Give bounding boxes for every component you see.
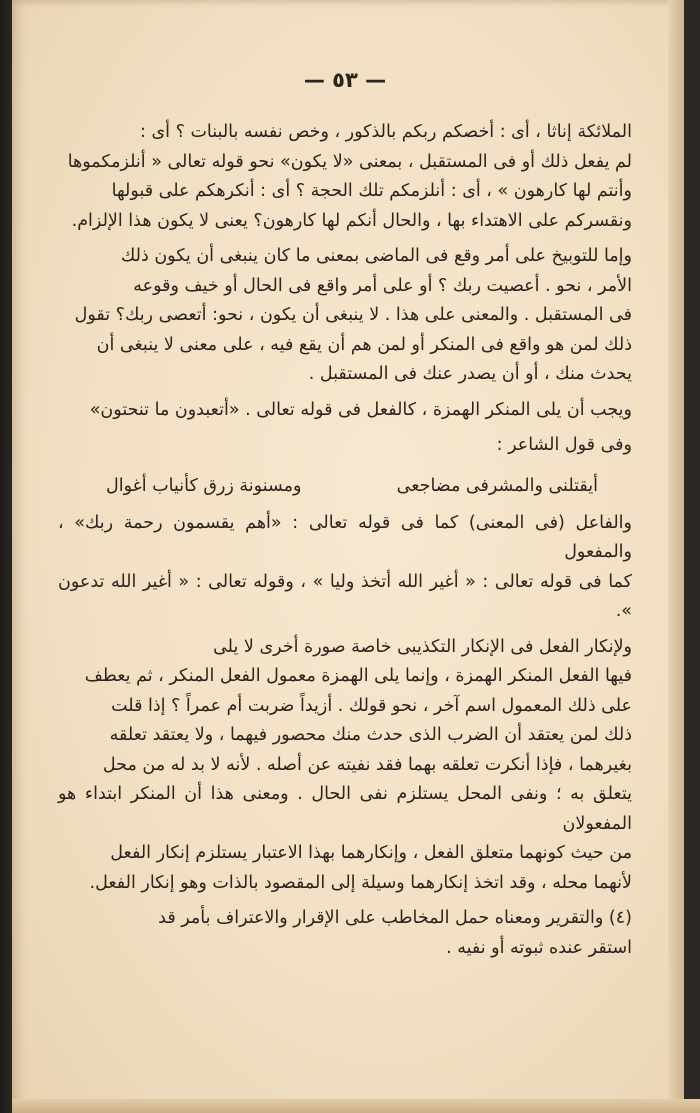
text-block-1 xyxy=(58,118,632,461)
text-line: وفى قول الشاعر : xyxy=(496,435,632,455)
text-line: فى المستقبل . والمعنى على هذا . لا ينبغى أن يكون ، نحو: أتعصى ربك؟ تقول xyxy=(74,305,632,325)
text-line: ذلك لمن هو واقع فى المنكر أو لمن هم أن يقع فيه ، على معنى لا ينبغى أن xyxy=(96,334,632,355)
text-line: يتعلق به ؛ ونفى المحل يستلزم نفى الحال . ومعنى هذا أن المنكر ابتداء هو المفعولان xyxy=(58,784,632,834)
page-number: — ٥٣ — xyxy=(303,68,387,92)
text-line: ذلك لمن يعتقد أن الضرب الذى حدث منك محصور فيهما ، ولا يعتقد تعلقه xyxy=(109,725,632,745)
text-line: بغيرهما ، فإذا أنكرت تعلقه بهما فقد نفيته عن أصله . لأنه لا بد له من محل xyxy=(102,754,632,775)
text-line: الملائكة إناثا ، أى : أخصكم ربكم بالذكور ، وخص نفسه بالبنات ؟ أى : xyxy=(140,122,632,142)
text-line: على ذلك المعمول اسم آخر ، نحو قولك . أزيداً ضربت أم عمراً ؟ إذا قلت xyxy=(111,695,632,716)
text-line: كما فى قوله تعالى : « أغير الله أتخذ وليا » ، وقوله تعالى : « أغير الله تدعون ». xyxy=(58,571,632,621)
text-line: يحدث منك ، أو أن يصدر عنك فى المستقبل . xyxy=(308,364,632,384)
text-line: ويجب أن يلى المنكر الهمزة ، كالفعل فى قوله تعالى . «أتعبدون ما تنحتون» xyxy=(89,399,632,420)
text-line: (٤) والتقرير ومعناه حمل المخاطب على الإقرار والاعتراف بأمر قد xyxy=(158,908,632,928)
text-line: فيها الفعل المنكر الهمزة ، وإنما يلى الهمزة معمول الفعل المنكر ، ثم يعطف xyxy=(84,666,632,686)
text-line: ونقسركم على الاهتداء بها ، والحال أنكم لها كارهون؟ يعنى لا يكون هذا الإلزام. xyxy=(71,210,632,231)
text-line: من حيث كونهما متعلق الفعل ، وإنكارهما بهذا الاعتبار يستلزم إنكار الفعل xyxy=(110,843,632,863)
text-block-2 xyxy=(58,509,632,964)
text-line: الأمر ، نحو . أعصيت ربك ؟ أو على أمر واقع فى الحال أو خيف وقوعه xyxy=(133,275,632,296)
text-line: لأنهما محله ، وقد اتخذ إنكارهما وسيلة إلى المقصود بالذات وهو إنكار الفعل. xyxy=(89,872,632,893)
page-bottom-edge xyxy=(12,1099,700,1113)
verse-second-hemistich: ومسنونة زرق كأنياب أغوال xyxy=(106,475,302,496)
text-line: وأنتم لها كارهون » ، أى : أنلزمكم تلك الحجة ؟ أى : أنكرهكم على قبولها xyxy=(111,181,632,201)
text-line: استقر عنده ثبوته أو نفيه . xyxy=(446,937,632,958)
poem-verse xyxy=(58,471,632,501)
page-content xyxy=(58,62,632,963)
text-line: لم يفعل ذلك أو فى المستقبل ، بمعنى «لا يكون» نحو قوله تعالى « أنلزمكموها xyxy=(67,151,632,172)
verse-first-hemistich: أيقتلنى والمشرفى مضاجعى xyxy=(396,475,598,496)
text-line: وإما للتوبيخ على أمر وقع فى الماضى بمعنى ما كان ينبغى أن يكون ذلك xyxy=(120,246,632,266)
page-edge xyxy=(668,0,684,1113)
text-line: ولإنكار الفعل فى الإنكار التكذيبى خاصة صورة أخرى لا يلى xyxy=(213,636,632,657)
text-line: والفاعل (فى المعنى) كما فى قوله تعالى : «أهم يقسمون رحمة ربك» ، والمفعول xyxy=(58,512,632,562)
